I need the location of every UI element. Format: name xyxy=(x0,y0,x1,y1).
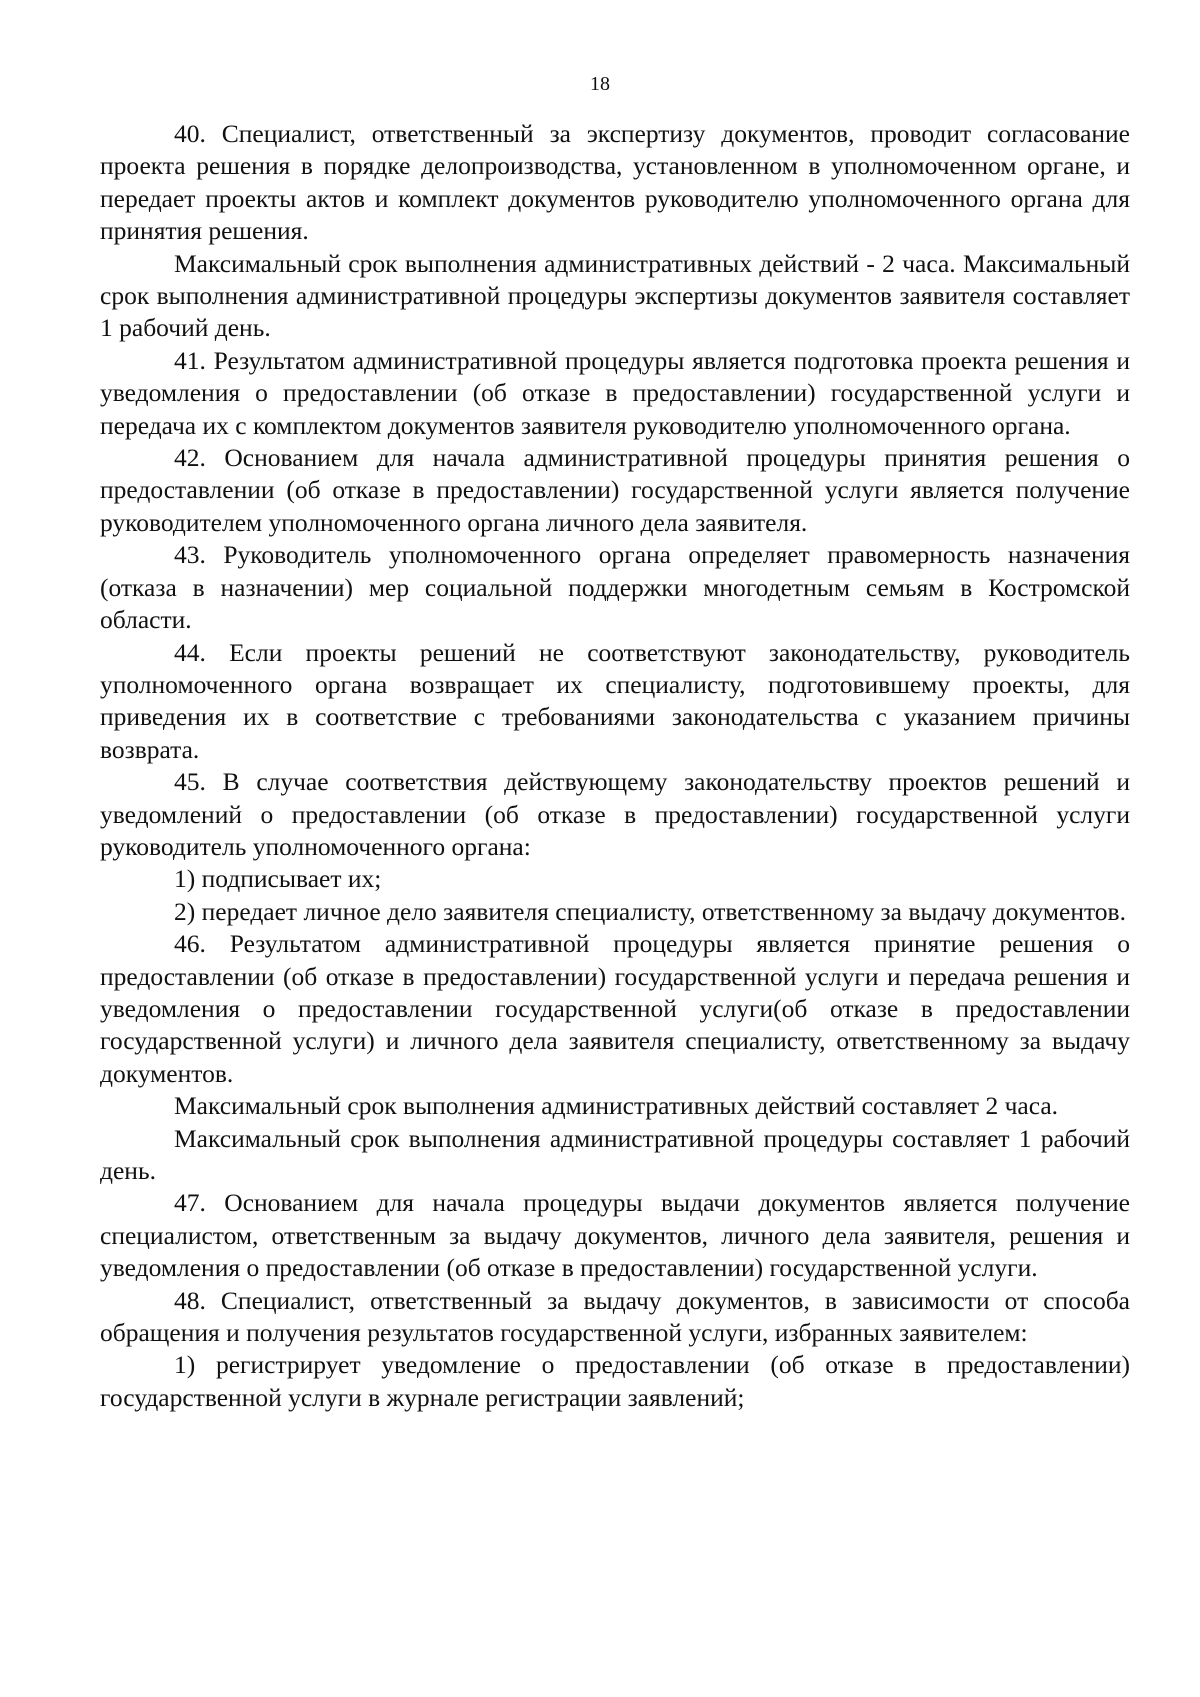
paragraph-48-item-1: 1) регистрирует уведомление о предоставлении (об отказе в предоставлении) государственной услуги в журнале регистрации заявлений; xyxy=(100,1350,1130,1412)
paragraph-46: 46. Результатом административной процедуры является принятие решения о предоставлении (об отказе в предоставлении) государственной услуги и передача решения и уведомления о предоставлении государственной услуги(об отказе в предоставлении государственной услуги) и личного дела заявителя специалисту, ответственному за выдачу документов. xyxy=(100,929,1130,1088)
paragraph-47: 47. Основанием для начала процедуры выдачи документов является получение специалистом, ответственным за выдачу документов, личного дела заявителя, решения и уведомления о предоставлении (об отказе в предоставлении) государственной услуги. xyxy=(100,1188,1130,1283)
paragraph-45-item-2: 2) передает личное дело заявителя специалисту, ответственному за выдачу документов. xyxy=(174,896,1126,926)
paragraph-46-procedure-deadline: Максимальный срок выполнения административной процедуры составляет 1 рабочий день. xyxy=(100,1123,1130,1185)
paragraph-46-actions-deadline: Максимальный срок выполнения административных действий составляет 2 часа. xyxy=(174,1091,1059,1121)
paragraph-41: 41. Результатом административной процедуры является подготовка проекта решения и уведомления о предоставлении (об отказе в предоставлении) государственной услуги и передача их с комплектом документов заявителя руководителю уполномоченного органа. xyxy=(100,345,1130,440)
paragraph-42: 42. Основанием для начала административной процедуры принятия решения о предоставлении (об отказе в предоставлении) государственной услуги является получение руководителем уполномоченного органа личного дела заявителя. xyxy=(100,443,1130,537)
document-body xyxy=(100,118,1130,1414)
page-number: 18 xyxy=(590,73,610,95)
paragraph-44: 44. Если проекты решений не соответствуют законодательству, руководитель уполномоченного органа возвращает их специалисту, подготовившему проекты, для приведения их в соответствие с требованиями законодательства с указанием причины возврата. xyxy=(100,637,1130,764)
paragraph-45: 45. В случае соответствия действующему законодательству проектов решений и уведомлений о предоставлении (об отказе в предоставлении) государственной услуги руководитель уполномоченного органа: xyxy=(100,767,1130,861)
paragraph-43: 43. Руководитель уполномоченного органа определяет правомерность назначения (отказа в назначении) мер социальной поддержки многодетным семьям в Костромской области. xyxy=(100,540,1130,635)
paragraph-40-deadline: Максимальный срок выполнения административных действий - 2 часа. Максимальный срок выполнения административной процедуры экспертизы документов заявителя составляет 1 рабочий день. xyxy=(100,248,1130,343)
paragraph-48: 48. Специалист, ответственный за выдачу документов, в зависимости от способа обращения и получения результатов государственной услуги, избранных заявителем: xyxy=(100,1285,1130,1348)
paragraph-45-item-1: 1) подписывает их; xyxy=(174,864,382,894)
paragraph-40: 40. Специалист, ответственный за экспертизу документов, проводит согласование проекта решения в порядке делопроизводства, установленном в уполномоченном органе, и передает проекты актов и комплект документов руководителю уполномоченного органа для принятия решения. xyxy=(100,119,1130,246)
